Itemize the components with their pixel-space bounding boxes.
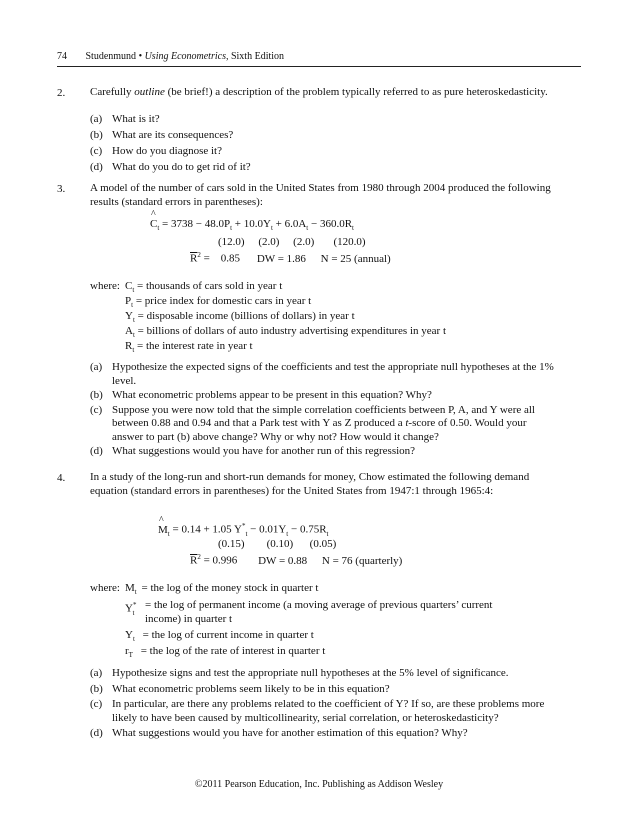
q2-intro-end: (be brief!) a description of the problem typically referred to as pure heteroskedasticity. [167,86,548,98]
sub: t [245,529,248,538]
q3-def [125,340,253,354]
copyright-footer: ©2011 Pearson Education, Inc. Publishing as Addison Wesley [194,779,444,790]
sub: t [132,346,135,355]
sub: t [134,588,137,597]
n-stat: N = 25 (annual) [320,252,391,265]
header-book-title: Using Econometrics, [144,51,229,62]
q4-def [125,598,525,626]
q4-def [125,645,325,659]
sup: * [132,601,137,609]
list-item [90,445,560,459]
list-item [90,113,560,127]
r2-label: $\overline{R}$ [190,252,198,265]
q3-number: 3. [57,183,66,195]
q3-eq-term2: + 10.0Y [234,218,271,230]
item-text: Hypothesize the expected signs of the coefficients and test the appropriate null hypotheses at the 1% level. [112,361,554,387]
def-symbol: Y [125,602,133,615]
def-text: = the interest rate in year t [137,340,253,352]
header-rule [57,66,581,67]
def-symbol: M [125,582,135,594]
r2-label: $\overline{R}$ [190,554,198,567]
q3-where-label: where: [90,280,120,292]
item-text-a: Suppose you were now told that the simple correlation coefficients between P, A, and Y were all between 0.88 and 0.94 and that a Park test with Y as Z produced a [112,403,535,429]
dw-stat: DW = 0.88 [258,554,308,567]
q4-def [125,629,314,643]
q2-list [90,113,560,175]
item-text: What suggestions would you have for another run of this regression? [112,445,416,457]
list-item [90,145,560,159]
item-text: What econometric problems appear to be present in this equation? Why? [112,389,432,401]
n-stat: N = 76 (quarterly) [321,554,403,567]
sub: t [132,608,135,617]
list-item [90,389,560,403]
item-text: Hypothesize signs and test the appropriate null hypotheses at the 5% level of significance. [112,667,509,679]
q4-def [125,582,318,596]
def-symbol: Y [125,629,133,641]
q3-eq-term1: = 3738 − 48.0P [162,218,231,230]
def-symbol: A [125,325,133,337]
def-text: = billions of dollars of auto industry advertising expenditures in year t [137,325,446,337]
item-text-b: -score of 0.50. Would your answer to part (b) above change? Why or why not? How would it change? [112,417,527,443]
sub: T [128,651,133,660]
def-symbol: C [125,280,133,292]
list-item [90,361,560,388]
def-symbol: Y [125,310,133,322]
item-text: In particular, are there any problems related to the coefficient of Y? If so, are these problems more likely to have been caused by multicollinearity, serial correlation, or heteroskedasticity? [112,698,545,724]
item-label: (d) [90,161,103,173]
sub: t [286,529,289,538]
q4-number: 4. [57,472,66,484]
q3-def [125,295,311,309]
header-bullet: • [138,51,143,62]
q3-eq-term3: + 6.0A [275,218,307,230]
list-item [90,161,560,175]
def-text: = the log of current income in quarter t [142,629,314,641]
sub: t [131,301,134,310]
sub: t [132,286,135,295]
q2-intro [90,85,558,99]
sub: t [132,316,135,325]
sub: t [306,224,309,233]
q2-intro-italic: outline [134,86,165,98]
sub: t [270,224,273,233]
item-text: How do you diagnose it? [112,145,222,157]
def-symbol: r [125,645,129,657]
item-label: (b) [90,389,103,401]
def-text: = disposable income (billions of dollars) in year t [137,310,355,322]
q4-eq-term3: − 0.75R [291,523,327,536]
running-header [57,51,284,62]
q4-stats [190,553,402,567]
def-text: = price index for domestic cars in year t [135,295,312,307]
def-symbol: P [125,295,132,307]
item-text [112,404,560,445]
dw-stat: DW = 1.86 [256,252,306,265]
def-symbol: R [125,340,133,352]
item-label: (d) [90,445,103,457]
q3-eq-term4: − 360.0R [311,218,353,230]
q3-def [125,310,355,324]
sup: 2 [197,553,201,561]
header-edition: Sixth Edition [230,51,285,62]
q2-intro-start: Carefully [90,86,132,98]
header-author: Studenmund [85,51,137,62]
item-label: (c) [90,403,103,416]
q3-equation [150,218,354,232]
q4-eq-term1: = 0.14 + 1.05 Y [172,523,242,536]
item-text-italic: t [405,417,409,429]
sup: * [241,522,246,530]
q4-standard-errors: (0.15) (0.10) (0.05) [218,538,337,550]
q4-intro: In a study of the long-run and short-run demands for money, Chow estimated the following demand equation (standard errors in parentheses) for the United States from 1947:1 through 1965:4: [90,471,530,497]
q3-def [125,280,282,294]
r2-value: = 0.85 [203,252,241,265]
item-label: (b) [90,129,103,141]
q4-eq-lhs: ^ M [158,524,168,536]
def-text: = the log of the money stock in quarter t [141,582,319,594]
item-text: What is it? [112,113,160,125]
def-text: = the log of the rate of interest in quarter t [140,645,326,657]
sub: t [132,635,135,644]
q4-where-label: where: [90,582,120,594]
page-number: 74 [57,51,67,62]
item-label: (d) [90,727,103,739]
item-label: (a) [90,667,103,679]
list-item [90,698,560,725]
item-label: (a) [90,113,103,125]
list-item [90,404,560,445]
def-text: = thousands of cars sold in year t [137,280,283,292]
q3-eq-lhs: ^ C [150,218,157,230]
q3-list [90,361,560,459]
sup: 2 [197,251,201,259]
q3-def [125,325,446,339]
q2-number: 2. [57,87,66,99]
q4-equation [158,522,329,538]
list-item [90,667,560,681]
q3-stats [190,251,391,265]
sub: t [167,529,170,538]
r2-value: = 0.996 [203,554,238,567]
q4-list [90,667,560,741]
def-text: = the log of permanent income (a moving average of previous quarters’ current income) in quarter t [145,599,493,625]
sub: t [230,224,233,233]
sub: t [157,224,160,233]
sub: t [352,224,354,233]
item-text: What econometric problems seem likely to be in this equation? [112,682,390,695]
q4-eq-term2: − 0.01Y [250,523,287,536]
item-text: What do you do to get rid of it? [112,161,251,173]
list-item [90,129,560,143]
sub: t [326,529,329,538]
q3-intro: A model of the number of cars sold in the United States from 1980 through 2004 produced the following results (standard errors in parentheses): [90,182,551,208]
item-label: (c) [90,698,103,710]
list-item [90,683,560,697]
item-label: (c) [90,145,103,157]
item-text: What suggestions would you have for another estimation of this equation? Why? [112,727,468,739]
item-label: (b) [90,682,103,695]
item-label: (a) [90,361,103,373]
list-item [90,727,560,741]
sub: t [132,331,135,340]
item-text: What are its consequences? [112,129,234,141]
q3-standard-errors: (12.0) (2.0) (2.0) (120.0) [218,236,366,248]
